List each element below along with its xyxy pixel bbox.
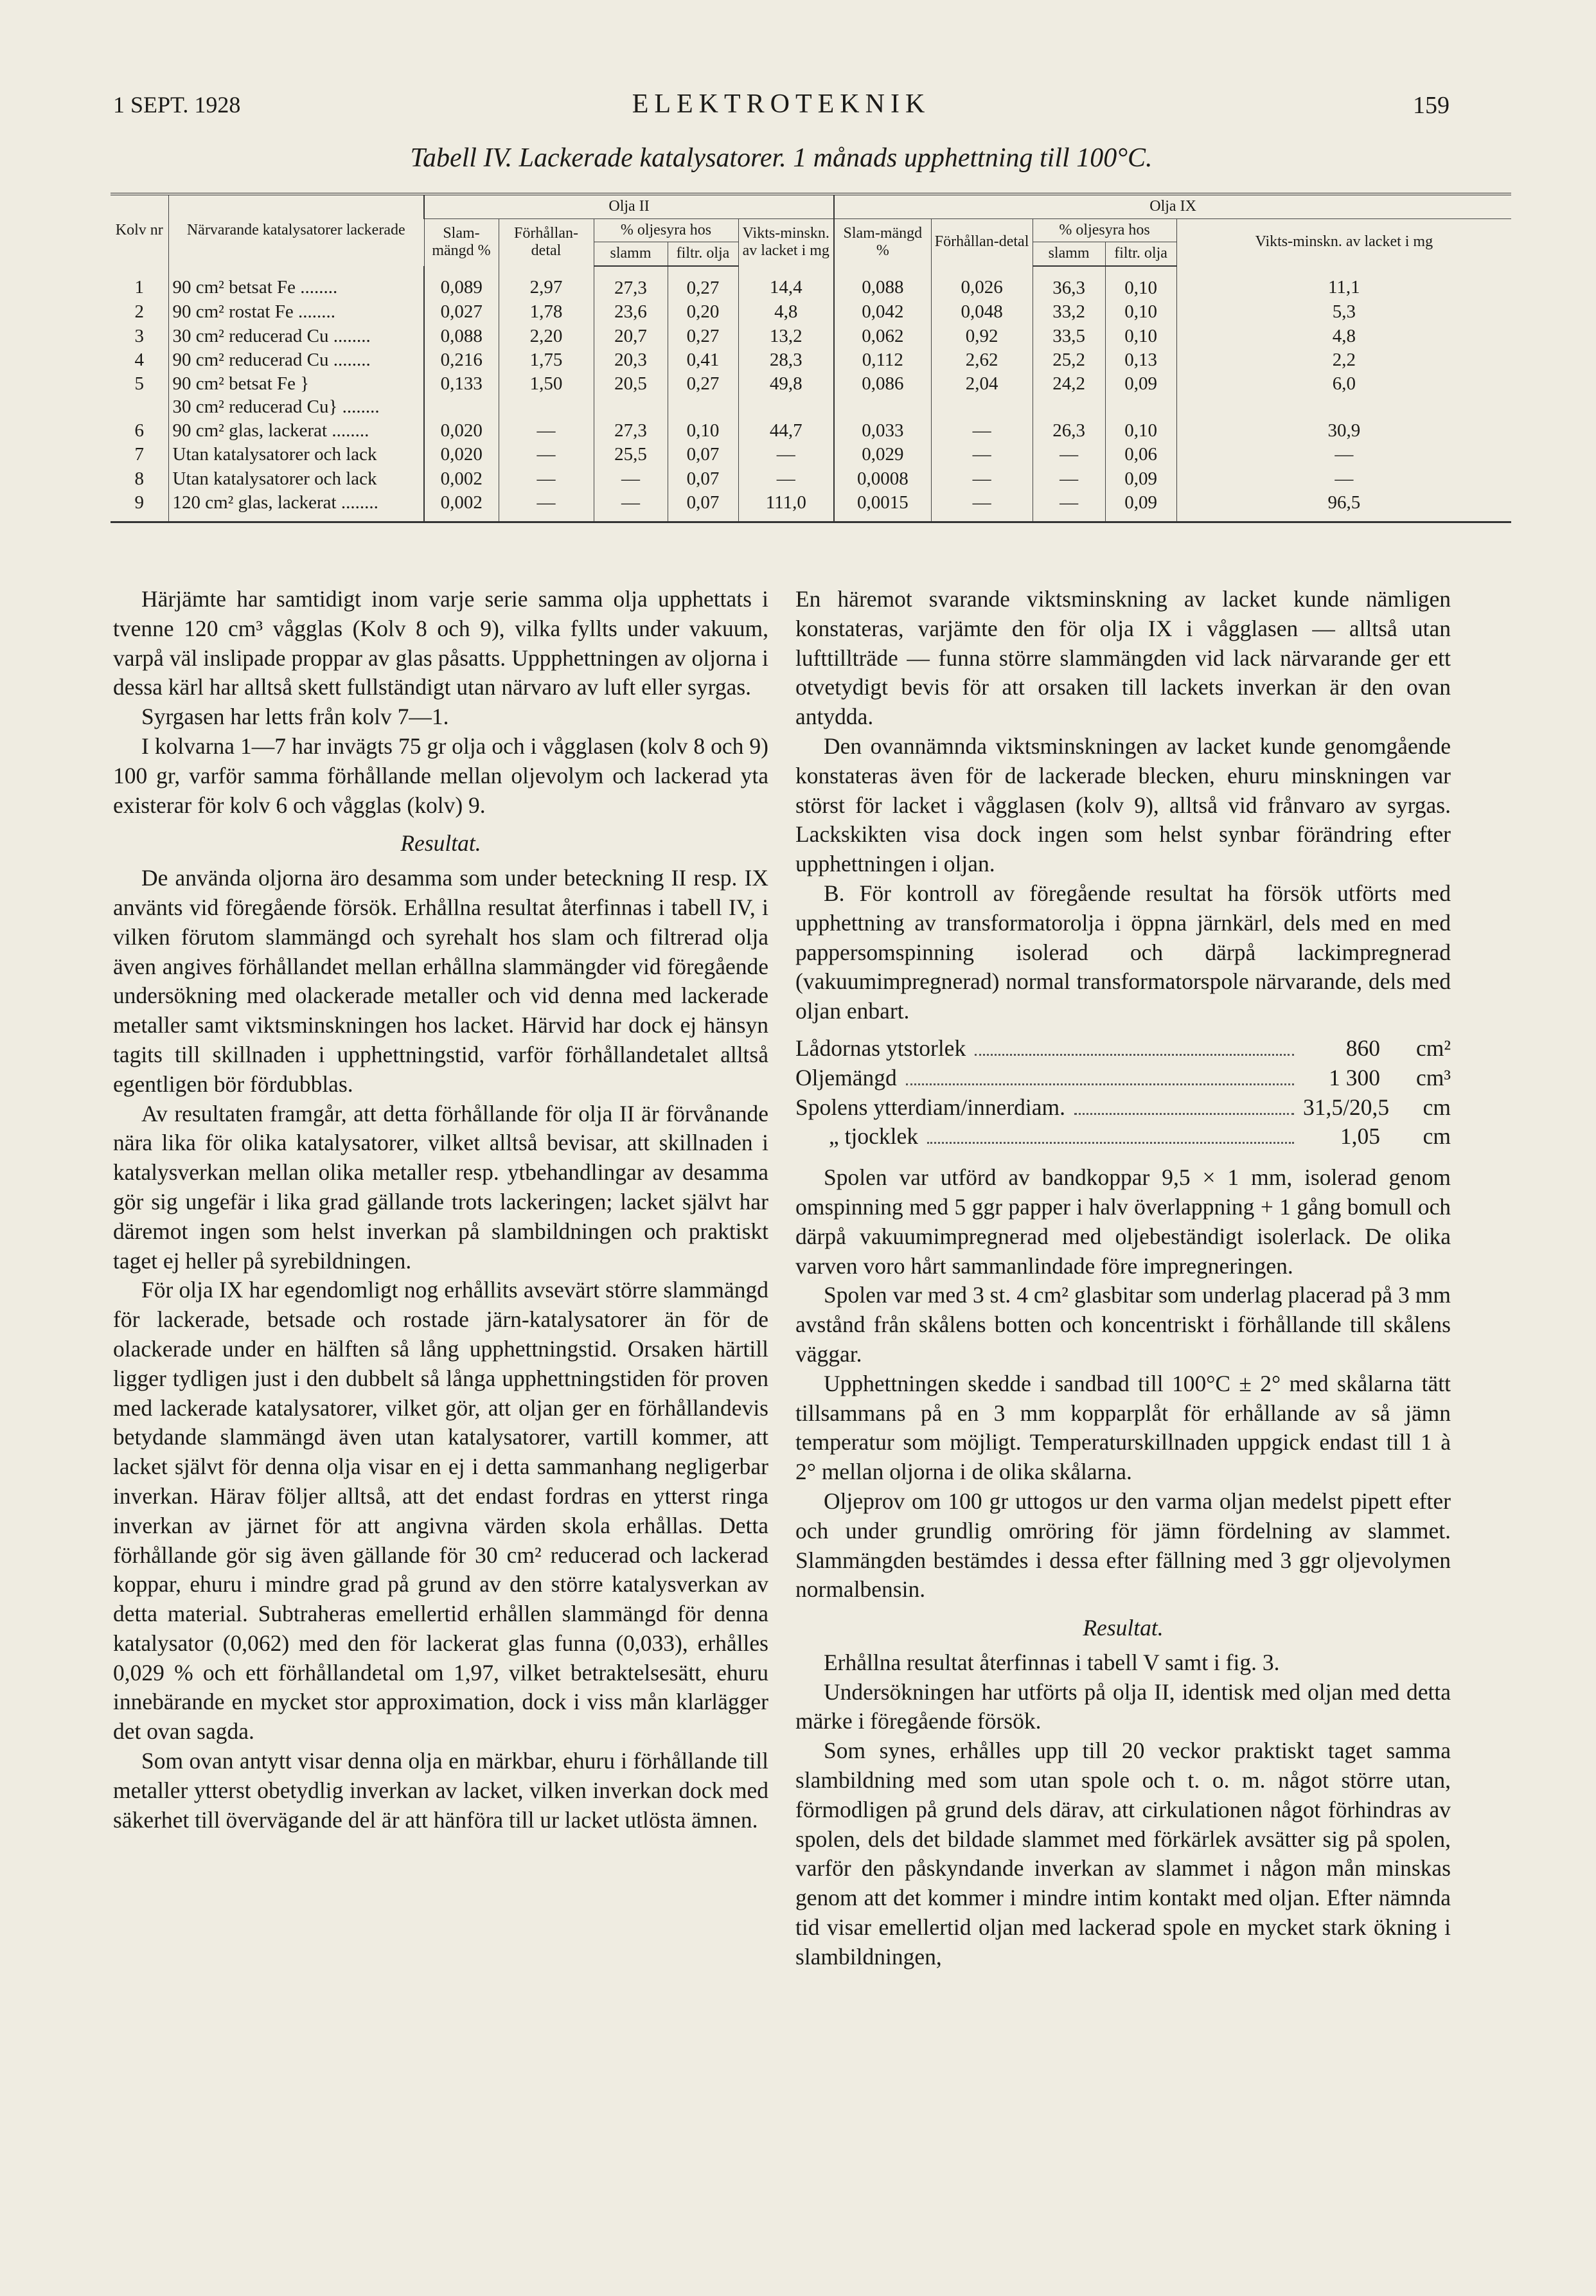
right-column (795, 585, 1451, 1972)
cell-ii-forhallandetal: 1,78 (499, 300, 594, 324)
spec-unit: cm³ (1415, 1064, 1451, 1090)
cell-ix-oljesyra-slamm: 36,3 (1033, 266, 1105, 300)
col-header-ix-viktsminskn: Vikts-minskn. av lacket i mg (1176, 218, 1511, 266)
cell-kolv-nr: 3 (134, 325, 144, 346)
spool-specifications (795, 1034, 1451, 1152)
spec-value: 860 (1345, 1035, 1380, 1061)
cell-ix-viktsminskn: 6,0 (1176, 372, 1511, 419)
running-header (113, 91, 1450, 123)
cell-ii-viktsminskn: 49,8 (738, 372, 834, 419)
cell-ix-oljesyra-olja: 0,10 (1105, 266, 1176, 300)
cell-ix-slammangd: 0,062 (834, 325, 931, 348)
paragraph: Erhållna resultat återfinnas i tabell V samt i fig. 3. (824, 1649, 1280, 1675)
cell-ix-slammangd: 0,0015 (834, 491, 931, 522)
table-row (111, 372, 1511, 419)
cell-ix-forhallandetal: 0,92 (931, 325, 1033, 348)
cell-katalysator: 90 cm² rostat Fe ........ (168, 300, 424, 324)
cell-ix-oljesyra-slamm: 24,2 (1033, 372, 1105, 419)
cell-katalysator: Utan katalysatorer och lack (168, 467, 424, 491)
cell-ix-slammangd: 0,0008 (834, 467, 931, 491)
paragraph: Av resultaten framgår, att detta förhållande för olja II är förvånande nära lika för olika katalysatorer, vilket alltså bevisar, att skillnaden i katalysverkan mellan olika metaller resp. ytbehandlingar av desamma gör sig ungefär i lika grad gällande trots lackeringen; lacket självt har däremot ingen som helst inverkan på slambildningen och praktiskt taget ej heller på syrebildningen. (113, 1100, 768, 1274)
spec-label: Lådornas ytstorlek (795, 1035, 966, 1061)
cell-kolv-nr: 1 (134, 276, 144, 298)
paragraph: Som ovan antytt visar denna olja en märkbar, ehuru i förhållande till metaller ytterst obetydlig inverkan av lacket, vilken inverkan dock med säkerhet till övervägande del är att hänföra till ur lacket utlösta ämnen. (113, 1748, 768, 1833)
cell-ii-viktsminskn: 4,8 (738, 300, 834, 324)
cell-ix-oljesyra-slamm: 26,3 (1033, 419, 1105, 443)
col-header-ix-oljesyra: % oljesyra hos (1033, 218, 1176, 242)
cell-ii-oljesyra-slamm: 23,6 (594, 300, 668, 324)
table-row (111, 348, 1511, 372)
cell-ii-slammangd: 0,089 (424, 266, 499, 300)
cell-ii-forhallandetal: 1,50 (499, 372, 594, 419)
cell-ii-oljesyra-slamm: — (594, 491, 668, 522)
cell-ii-forhallandetal: — (499, 419, 594, 443)
cell-ix-slammangd: 0,088 (834, 266, 931, 300)
cell-ix-forhallandetal: 2,62 (931, 348, 1033, 372)
paragraph: För olja IX har egendomligt nog erhållits avsevärt större slammängd för lackerade, betsade och rostade järn-katalysatorer än för de olackerade under en hälften så lång upphettningstid. Orsaken härtill ligger tydligen just i den dubbelt så långa upphettningstiden för proven med lackerade katalysatorer, vilket gör, att oljan ger en förhållandevis betydande slammängd även utan katalysatorer, vartill kommer, att lacket självt för denna olja visar en ej i detta sammanhang negligerbar inverkan. Härav följer alltså, att det endast fordras en ytterst ringa inverkan av järnet för att angivna värden skola erhållas. Detta förhållande gör sig även gällande för 30 cm² reducerad och lackerad koppar, ehuru i mindre grad på grund av den större katalysverkan av detta material. Subtraheras emellertid erhållen slammängd för denna katalysator (0,062) med den för lackerat glas funna (0,033), erhålles 0,029 % och ett förhållandetal om 1,97, vilket betraktelsesätt, ehuru innebärande en mycket stor approximation, dock i viss mån klarlägger det ovan sagda. (113, 1277, 768, 1745)
paragraph: Som synes, erhålles upp till 20 veckor praktiskt taget samma slambildning med som utan spole och t. o. m. något större utan, förmodligen på grund dels därav, att cirkulationen något förhindras av spolen, dels det bildade slammet med förkärlek avsätter sig på spolen, varför den påskyndande inverkan av slammet i någon mån minskas genom att det kommer i mindre intim kontakt med oljan. Efter nämnda tid visar emellertid oljan med lackerad spole en mycket stark ökning i slambildningen, (795, 1738, 1451, 1970)
group-header-olja-ix: Olja IX (834, 194, 1511, 218)
cell-ii-forhallandetal: — (499, 491, 594, 522)
spec-label: Spolens ytterdiam/innerdiam. (795, 1094, 1066, 1120)
cell-kolv-nr: 8 (134, 468, 144, 489)
cell-ii-viktsminskn: 14,4 (738, 266, 834, 300)
spec-unit: cm² (1415, 1035, 1451, 1061)
col-header-ix-forhallandetal: Förhållan-detal (931, 218, 1033, 266)
col-header-ix-filtr-olja: filtr. olja (1105, 242, 1176, 266)
cell-ix-oljesyra-olja: 0,06 (1105, 443, 1176, 467)
cell-katalysator: 90 cm² glas, lackerat ........ (168, 419, 424, 443)
cell-ix-slammangd: 0,086 (834, 372, 931, 419)
cell-ii-forhallandetal: 2,97 (499, 266, 594, 300)
spec-value: 31,5/20,5 (1303, 1094, 1390, 1120)
cell-ii-oljesyra-olja: 0,41 (668, 348, 738, 372)
paragraph: Spolen var utförd av bandkoppar 9,5 × 1 mm, isolerad genom omspinning med 5 ggr papper i halv överlappning + 1 gång bomull och därpå vakuumimpregnerad med oljebeständigt isolerlack. De olika varven voro hårt sammanlindade före impregneringen. (795, 1164, 1451, 1279)
paragraph: Spolen var med 3 st. 4 cm² glasbitar som underlag placerad på 3 mm avstånd från skålens botten och koncentriskt i förhållande till skålens väggar. (795, 1282, 1451, 1367)
spec-label: Oljemängd (795, 1064, 897, 1090)
cell-ix-forhallandetal: 0,048 (931, 300, 1033, 324)
cell-ii-forhallandetal: 1,75 (499, 348, 594, 372)
cell-ii-slammangd: 0,027 (424, 300, 499, 324)
cell-ix-oljesyra-slamm: — (1033, 467, 1105, 491)
paragraph: I kolvarna 1—7 har invägts 75 gr olja och i vågglasen (kolv 8 och 9) 100 gr, varför samma förhållande mellan oljevolym och lackerad yta existerar för kolv 6 och vågglas (kolv) 9. (113, 733, 768, 818)
cell-katalysator: 90 cm² reducerad Cu ........ (168, 348, 424, 372)
cell-katalysator: 30 cm² reducerad Cu ........ (168, 325, 424, 348)
spec-value: 1,05 (1340, 1123, 1380, 1150)
cell-ii-slammangd: 0,020 (424, 419, 499, 443)
group-header-olja-ii: Olja II (424, 194, 834, 218)
cell-katalysator: 90 cm² betsat Fe } 30 cm² reducerad Cu} ........ (168, 372, 424, 419)
cell-katalysator: 120 cm² glas, lackerat ........ (168, 491, 424, 522)
col-header-kolv: Kolv nr (111, 194, 168, 266)
paragraph: De använda oljorna äro desamma som under beteckning II resp. IX använts vid föregående försök. Erhållna resultat återfinnas i tabell IV, i vilken förutom slammängd och syrehalt hos slam och filtrerad olja även angives förhållandet mellan erhållna slammängder vid föregående undersökning med olackerade metaller och vid denna med lackerade metaller samt viktsminskningen hos lacket. Härvid har dock ej hänsyn tagits till skillnaden i upphettningstid, varför förhållandetalet alltså egentligen bör fördubblas. (113, 865, 768, 1097)
cell-ix-oljesyra-olja: 0,10 (1105, 325, 1176, 348)
cell-ix-forhallandetal: — (931, 491, 1033, 522)
cell-ix-viktsminskn: — (1176, 467, 1511, 491)
col-header-ii-slamm: slamm (594, 242, 668, 266)
cell-kolv-nr: 5 (134, 373, 144, 395)
cell-ii-oljesyra-slamm: 27,3 (594, 266, 668, 300)
cell-ix-viktsminskn: 4,8 (1176, 325, 1511, 348)
cell-ix-slammangd: 0,029 (834, 443, 931, 467)
paragraph: Syrgasen har letts från kolv 7—1. (141, 704, 449, 730)
cell-ix-slammangd: 0,112 (834, 348, 931, 372)
cell-ix-oljesyra-olja: 0,09 (1105, 372, 1176, 419)
cell-ii-slammangd: 0,216 (424, 348, 499, 372)
table-row (111, 491, 1511, 522)
cell-ix-oljesyra-olja: 0,10 (1105, 300, 1176, 324)
cell-ix-slammangd: 0,033 (834, 419, 931, 443)
col-header-ii-oljesyra: % oljesyra hos (594, 218, 738, 242)
col-header-ix-slammangd: Slam-mängd % (834, 218, 931, 266)
cell-kolv-nr: 7 (134, 444, 144, 465)
cell-ix-viktsminskn: 11,1 (1176, 266, 1511, 300)
paragraph: En häremot svarande viktsminskning av lacket kunde nämligen konstateras, varjämte den för olja IX i vågglasen — alltså utan lufttillträde — funna större slammängden vid lack närvarande ger ett otvetydigt bevis för att orsaken till lackets inverkan är den ovan antydda. (795, 586, 1451, 730)
paragraph: Upphettningen skedde i sandbad till 100°C ± 2° med skålarna tätt tillsammans på en 3 mm kopparplåt för erhållande av så jämn temperatur som möjligt. Temperaturskillnaden uppgick endast till 1 à 2° mellan oljorna i de olika skålarna. (795, 1370, 1451, 1485)
cell-ix-forhallandetal: — (931, 443, 1033, 467)
spec-row (795, 1093, 1451, 1123)
cell-ii-viktsminskn: 44,7 (738, 419, 834, 443)
table-row (111, 325, 1511, 348)
spec-unit: cm (1423, 1123, 1451, 1150)
paragraph: Oljeprov om 100 gr uttogos ur den varma oljan medelst pipett efter och under grundlig omröring för jämn fördelning av slammet. Slammängden bestämdes i dessa efter fällning med 3 ggr oljevolymen normalbensin. (795, 1488, 1451, 1603)
spec-unit: cm (1423, 1094, 1451, 1120)
cell-kolv-nr: 9 (111, 491, 168, 522)
cell-ix-oljesyra-slamm: — (1033, 443, 1105, 467)
cell-ii-viktsminskn: 111,0 (738, 491, 834, 522)
spec-label: „ tjocklek (829, 1123, 918, 1150)
section-heading-resultat: Resultat. (400, 830, 481, 857)
spec-row (795, 1122, 1451, 1152)
col-header-ix-slamm: slamm (1033, 242, 1105, 266)
cell-ix-viktsminskn: 96,5 (1176, 491, 1511, 522)
cell-ii-viktsminskn: — (738, 467, 834, 491)
cell-ii-oljesyra-slamm: 27,3 (594, 419, 668, 443)
cell-ix-oljesyra-olja: 0,09 (1105, 467, 1176, 491)
spec-row (795, 1063, 1451, 1093)
cell-kolv-nr: 2 (134, 301, 144, 323)
cell-ix-oljesyra-slamm: 33,2 (1033, 300, 1105, 324)
cell-ii-oljesyra-olja: 0,10 (668, 419, 738, 443)
cell-ii-slammangd: 0,002 (424, 491, 499, 522)
table-row (111, 467, 1511, 491)
col-header-ii-forhallandetal: Förhållan-detal (499, 218, 594, 266)
cell-ix-viktsminskn: 2,2 (1176, 348, 1511, 372)
cell-ii-oljesyra-olja: 0,07 (668, 491, 738, 522)
left-column (113, 585, 768, 1835)
cell-ii-oljesyra-slamm: 20,3 (594, 348, 668, 372)
cell-ix-oljesyra-olja: 0,10 (1105, 419, 1176, 443)
section-heading-resultat: Resultat. (1083, 1615, 1164, 1641)
cell-ii-slammangd: 0,133 (424, 372, 499, 419)
cell-kolv-nr: 6 (134, 420, 144, 441)
cell-ix-forhallandetal: — (931, 419, 1033, 443)
journal-title: ELEKTROTEKNIK (632, 89, 931, 119)
paragraph: B. För kontroll av föregående resultat ha försök utförts med upphettning av transformatorolja i öppna järnkärl, dels med en med pappersomspinning isolerad och därpå lackimpregnerad (vakuumimpregnerad) normal transformatorspole närvarande, dels med oljan enbart. (795, 880, 1451, 1024)
cell-ix-oljesyra-slamm: 33,5 (1033, 325, 1105, 348)
paragraph: Den ovannämnda viktsminskningen av lacket kunde genomgående konstateras även för de lackerade blecken, ehuru minskningen var störst för lacket i vågglasen (kolv 9), alltså vid frånvaro av syrgas. Lackskikten visa dock ingen som helst synbar förändring efter upphettningen i oljan. (795, 733, 1451, 877)
cell-ii-viktsminskn: 28,3 (738, 348, 834, 372)
cell-ii-oljesyra-slamm: 20,7 (594, 325, 668, 348)
cell-ix-viktsminskn: 5,3 (1176, 300, 1511, 324)
cell-ii-oljesyra-slamm: — (594, 467, 668, 491)
paragraph: Undersökningen har utförts på olja II, identisk med oljan med detta märke i föregående försök. (795, 1678, 1451, 1734)
cell-ii-oljesyra-olja: 0,27 (668, 372, 738, 419)
paragraph: Härjämte har samtidigt inom varje serie samma olja upphettats i tvenne 120 cm³ vågglas (Kolv 8 och 9), vilka fyllts under vakuum, varpå väl inslipade proppar av glas påsatts. Uppphettningen av oljorna i dessa kärl har alltså skett fullständigt utan närvaro av luft eller syrgas. (113, 586, 768, 700)
table-row (111, 443, 1511, 467)
cell-ii-slammangd: 0,020 (424, 443, 499, 467)
col-header-katalysatorer: Närvarande katalysatorer lackerade (168, 194, 424, 266)
cell-katalysator: Utan katalysatorer och lack (168, 443, 424, 467)
cell-ix-viktsminskn: 30,9 (1176, 419, 1511, 443)
page-number: 159 (1413, 92, 1450, 119)
spec-value: 1 300 (1329, 1064, 1380, 1090)
cell-ii-forhallandetal: — (499, 443, 594, 467)
cell-ii-slammangd: 0,088 (424, 325, 499, 348)
cell-ix-forhallandetal: — (931, 467, 1033, 491)
cell-ii-oljesyra-olja: 0,07 (668, 443, 738, 467)
cell-ii-forhallandetal: 2,20 (499, 325, 594, 348)
cell-ii-slammangd: 0,002 (424, 467, 499, 491)
cell-kolv-nr: 4 (134, 349, 144, 370)
cell-ii-oljesyra-olja: 0,27 (668, 325, 738, 348)
table-iv (111, 193, 1511, 523)
table-row (111, 419, 1511, 443)
col-header-ii-viktsminskn: Vikts-minskn. av lacket i mg (738, 218, 834, 266)
cell-ix-oljesyra-olja: 0,09 (1105, 491, 1176, 522)
table-row (111, 300, 1511, 324)
cell-ix-oljesyra-olja: 0,13 (1105, 348, 1176, 372)
spec-row (795, 1034, 1451, 1063)
col-header-ii-slammangd: Slam-mängd % (424, 218, 499, 266)
cell-ii-oljesyra-olja: 0,27 (668, 266, 738, 300)
cell-katalysator: 90 cm² betsat Fe ........ (168, 266, 424, 300)
cell-ix-viktsminskn: — (1176, 443, 1511, 467)
cell-ii-oljesyra-slamm: 25,5 (594, 443, 668, 467)
table-row (111, 266, 1511, 300)
cell-ix-forhallandetal: 0,026 (931, 266, 1033, 300)
cell-ix-slammangd: 0,042 (834, 300, 931, 324)
header-date: 1 SEPT. 1928 (113, 92, 241, 118)
cell-ii-oljesyra-olja: 0,07 (668, 467, 738, 491)
cell-ii-viktsminskn: — (738, 443, 834, 467)
cell-ii-forhallandetal: — (499, 467, 594, 491)
cell-ix-oljesyra-slamm: 25,2 (1033, 348, 1105, 372)
cell-ix-forhallandetal: 2,04 (931, 372, 1033, 419)
cell-ii-viktsminskn: 13,2 (738, 325, 834, 348)
cell-ii-oljesyra-olja: 0,20 (668, 300, 738, 324)
col-header-ii-filtr-olja: filtr. olja (668, 242, 738, 266)
table-caption: Tabell IV. Lackerade katalysatorer. 1 månads upphettning till 100°C. (410, 143, 1153, 173)
cell-ii-oljesyra-slamm: 20,5 (594, 372, 668, 419)
cell-ix-oljesyra-slamm: — (1033, 491, 1105, 522)
